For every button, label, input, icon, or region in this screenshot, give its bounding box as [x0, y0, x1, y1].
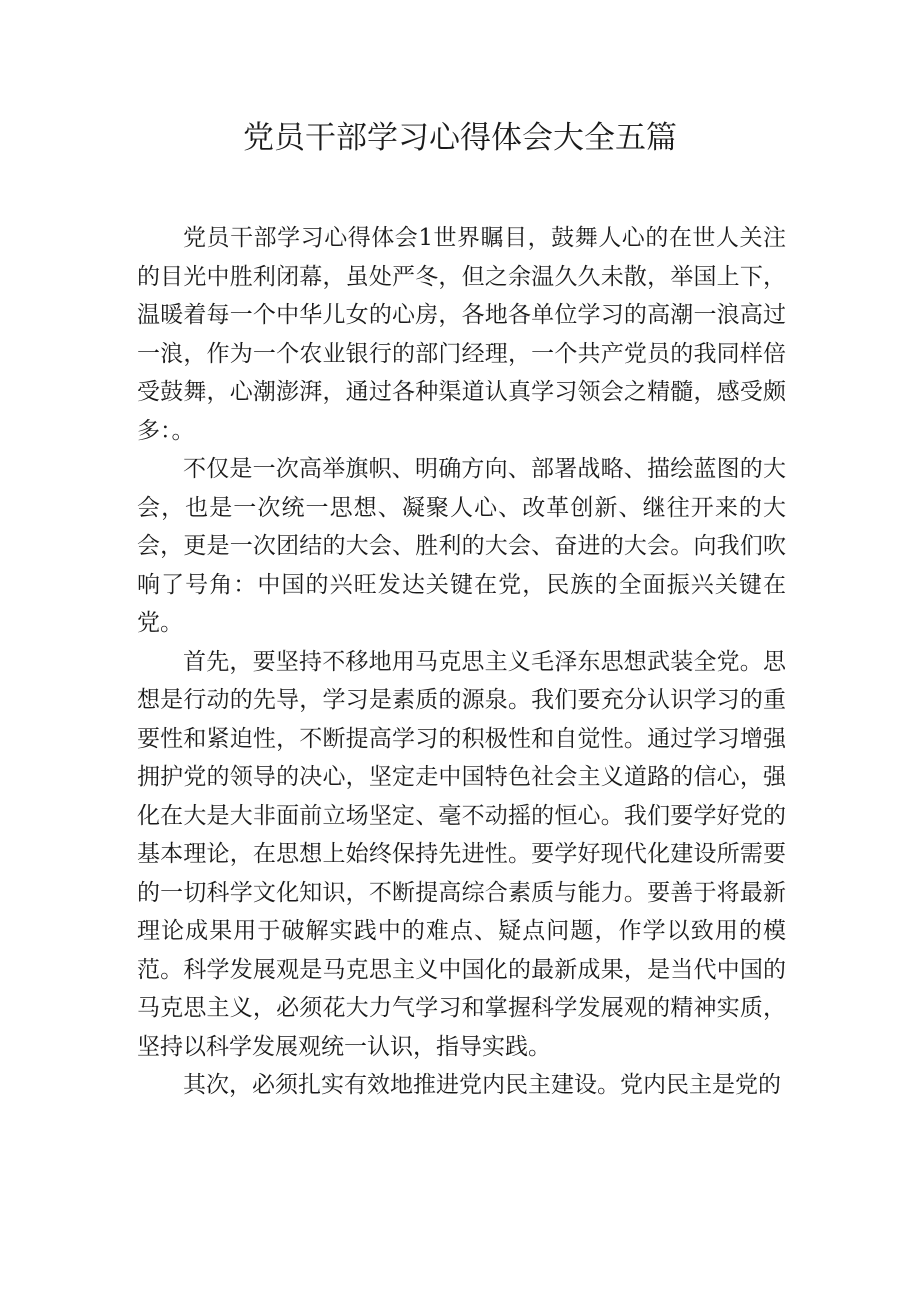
paragraph: 其次，必须扎实有效地推进党内民主建设。党内民主是党的 — [183, 1072, 781, 1098]
paragraph: 首先，要坚持不移地用马克思主义毛泽东思想武装全党。思想是行动的先导，学习是素质的源泉。我们要充分认识学习的重要性和紧迫性，不断提高学习的积极性和自觉性。通过学习增强拥护党的领导的决心，坚定走中国特色社会主义道路的信心，强化在大是大非面前立场坚定、毫不动摇的恒心。我们要学好党的基本理论，在思想上始终保持先进性。要学好现代化建设所需要的一切科学文化知识，不断提高综合素质与能力。要善于将最新理论成果用于破解实践中的难点、疑点问题，作学以致用的模范。科学发展观是马克思主义中国化的最新成果，是当代中国的马克思主义，必须花大力气学习和掌握科学发展观的精神实质，坚持以科学发展观统一认识，指导实践。 — [137, 648, 786, 1060]
paragraph: 党员干部学习心得体会1世界瞩目，鼓舞人心的在世人关注的目光中胜利闭幕，虽处严冬，但之余温久久未散，举国上下，温暖着每一个中华儿女的心房，各地各单位学习的高潮一浪高过一浪，作为一个农业银行的部门经理，一个共产党员的我同样倍受鼓舞，心潮澎湃，通过各种渠道认真学习领会之精髓，感受颇多：。 — [137, 225, 786, 444]
document-title: 党员干部学习心得体会大全五篇 — [243, 120, 677, 156]
document-body — [137, 219, 786, 1105]
paragraph: 不仅是一次高举旗帜、明确方向、部署战略、描绘蓝图的大会，也是一次统一思想、凝聚人心、改革创新、继往开来的大会，更是一次团结的大会、胜利的大会、奋进的大会。向我们吹响了号角：中国的兴旺发达关键在党，民族的全面振兴关键在党。 — [137, 456, 786, 636]
